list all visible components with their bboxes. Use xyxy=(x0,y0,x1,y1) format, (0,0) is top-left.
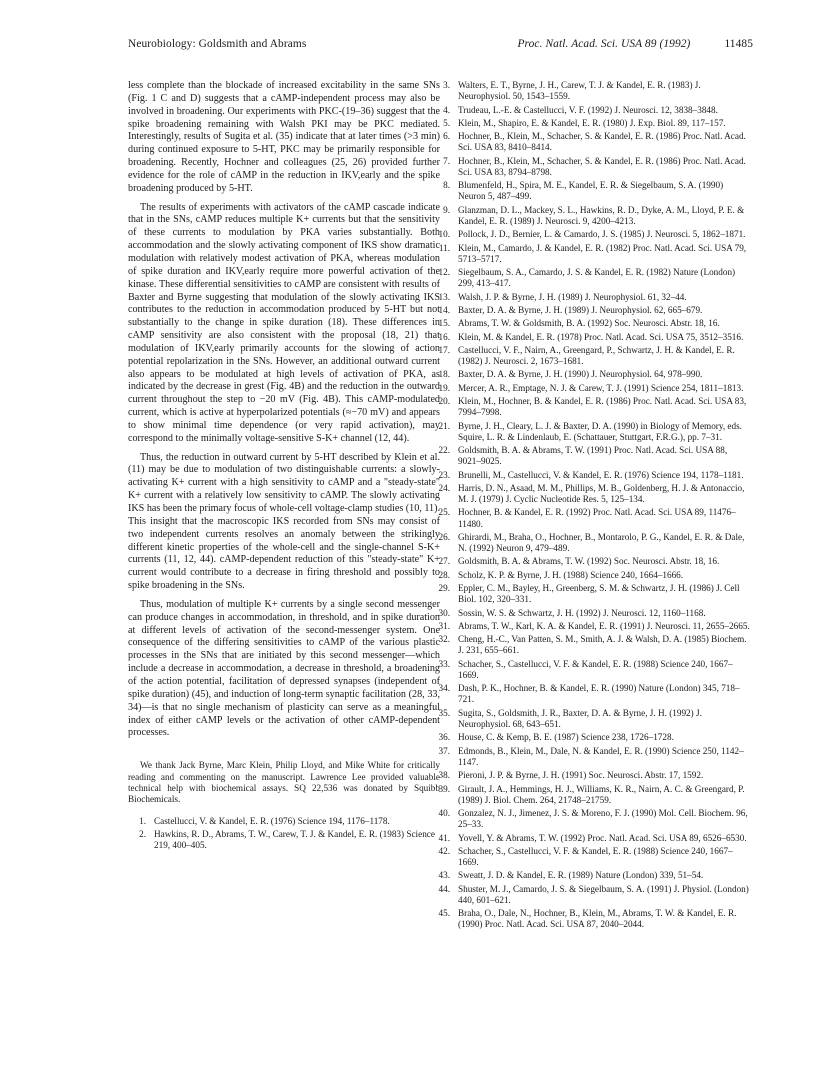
reference-text: Braha, O., Dale, N., Hochner, B., Klein, M., Abrams, T. W. & Kandel, E. R. (1990) Proc. Natl. Acad. Sci. USA 87, 2040–2044. xyxy=(458,908,737,930)
reference-number: 9. xyxy=(443,204,450,215)
reference-number: 36. xyxy=(438,732,450,743)
reference-number: 6. xyxy=(443,131,450,142)
reference-text: Schacher, S., Castellucci, V. F. & Kandel, E. R. (1988) Science 240, 1667–1669. xyxy=(458,845,733,867)
reference-item xyxy=(432,318,752,329)
reference-text: Hochner, B. & Kandel, E. R. (1992) Proc. Natl. Acad. Sci. USA 89, 11476–11480. xyxy=(458,507,736,529)
reference-text: Klein, M., Camardo, J. & Kandel, E. R. (1982) Proc. Natl. Acad. Sci. USA 79, 5713–5717. xyxy=(458,242,747,264)
reference-number: 10. xyxy=(438,229,450,240)
reference-item xyxy=(432,267,752,289)
reference-item xyxy=(432,708,752,730)
reference-item xyxy=(432,870,752,881)
reference-item xyxy=(432,659,752,681)
reference-item xyxy=(432,846,752,868)
reference-text: Klein, M. & Kandel, E. R. (1978) Proc. Natl. Acad. Sci. USA 75, 3512–3516. xyxy=(458,331,744,342)
reference-item xyxy=(432,180,752,202)
reference-text: Klein, M., Shapiro, E. & Kandel, E. R. (1980) J. Exp. Biol. 89, 117–157. xyxy=(458,117,726,128)
right-column xyxy=(432,80,752,933)
reference-text: Castellucci, V. F., Nairn, A., Greengard, P., Schwartz, J. H. & Kandel, E. R. (1982) J. Neurosci. 2, 1673–1681. xyxy=(458,344,735,367)
reference-number: 34. xyxy=(438,683,450,694)
reference-text: Siegelbaum, S. A., Camardo, J. S. & Kandel, E. R. (1982) Nature (London) 299, 413–417. xyxy=(458,267,736,289)
reference-text: Shuster, M. J., Camardo, J. S. & Siegelbaum, S. A. (1991) J. Physiol. (London) 440, 601–621. xyxy=(458,883,749,905)
reference-item xyxy=(432,608,752,619)
reference-item xyxy=(432,369,752,380)
reference-number: 32. xyxy=(438,634,450,645)
reference-item xyxy=(432,634,752,656)
reference-number: 17. xyxy=(438,344,450,355)
reference-number: 11. xyxy=(438,242,450,253)
reference-number: 41. xyxy=(438,832,450,843)
reference-item xyxy=(432,131,752,153)
reference-number: 16. xyxy=(438,331,450,342)
reference-text: Edmonds, B., Klein, M., Dale, N. & Kandel, E. R. (1990) Science 250, 1142–1147. xyxy=(458,745,744,767)
reference-text: Eppler, C. M., Bayley, H., Greenberg, S. M. & Schwartz, J. H. (1986) J. Cell Biol. 102, 320–331. xyxy=(458,583,740,605)
reference-text: Walters, E. T., Byrne, J. H., Carew, T. J. & Kandel, E. R. (1983) J. Neurophysiol. 50, 1543–1559. xyxy=(458,80,701,102)
reference-item xyxy=(432,556,752,567)
reference-text: Castellucci, V. & Kandel, E. R. (1976) Science 194, 1176–1178. xyxy=(154,815,390,826)
reference-text: Blumenfeld, H., Spira, M. E., Kandel, E. R. & Siegelbaum, S. A. (1990) Neuron 5, 487–499. xyxy=(458,180,724,202)
reference-item xyxy=(432,621,752,632)
reference-item xyxy=(432,332,752,343)
reference-text: Sossin, W. S. & Schwartz, J. H. (1992) J. Neurosci. 12, 1160–1168. xyxy=(458,607,706,618)
reference-number: 1. xyxy=(139,815,146,826)
reference-item xyxy=(128,829,440,851)
reference-number: 5. xyxy=(443,117,450,128)
reference-item xyxy=(432,683,752,705)
reference-number: 44. xyxy=(438,883,450,894)
reference-text: Goldsmith, B. A. & Abrams, T. W. (1992) Soc. Neurosci. Abstr. 18, 16. xyxy=(458,556,720,567)
reference-number: 38. xyxy=(438,770,450,781)
reference-number: 42. xyxy=(438,845,450,856)
reference-item xyxy=(432,445,752,467)
reference-item xyxy=(432,229,752,240)
reference-item xyxy=(432,732,752,743)
reference-item xyxy=(432,205,752,227)
reference-number: 43. xyxy=(438,870,450,881)
reference-text: Pieroni, J. P. & Byrne, J. H. (1991) Soc. Neurosci. Abstr. 17, 1592. xyxy=(458,770,704,781)
reference-number: 27. xyxy=(438,556,450,567)
reference-list-right xyxy=(432,80,752,931)
reference-number: 12. xyxy=(438,267,450,278)
reference-item xyxy=(432,908,752,930)
reference-number: 4. xyxy=(443,104,450,115)
reference-text: Sugita, S., Goldsmith, J. R., Baxter, D. A. & Byrne, J. H. (1992) J. Neurophysiol. 68, 643–651. xyxy=(458,707,702,729)
reference-number: 20. xyxy=(438,396,450,407)
reference-item xyxy=(432,345,752,367)
reference-text: Goldsmith, B. A. & Abrams, T. W. (1991) Proc. Natl. Acad. Sci. USA 88, 9021–9025. xyxy=(458,445,728,467)
reference-number: 14. xyxy=(438,304,450,315)
reference-text: Byrne, J. H., Cleary, L. J. & Baxter, D. A. (1990) in Biology of Memory, eds. Squire, L. R. & Lindenlaub, E. (Schattauer, Stuttgart, F.R.G.), pp. 7–31. xyxy=(458,420,742,442)
reference-text: Harris, D. N., Asaad, M. M., Phillips, M. B., Goldenberg, H. J. & Antonaccio, M. J. (1979) J. Cyclic Nucleotide Res. 5, 125–134. xyxy=(458,482,745,505)
reference-text: Glanzman, D. L., Mackey, S. L., Hawkins, R. D., Dyke, A. M., Lloyd, P. E. & Kandel, E. R. (1989) J. Neurosci. 9, 4200–4213. xyxy=(458,204,745,226)
reference-text: Abrams, T. W., Karl, K. A. & Kandel, E. R. (1991) J. Neurosci. 11, 2655–2665. xyxy=(458,620,750,631)
reference-item xyxy=(432,770,752,781)
reference-list-left xyxy=(128,816,440,852)
reference-item xyxy=(432,396,752,418)
reference-number: 19. xyxy=(438,382,450,393)
reference-text: Hochner, B., Klein, M., Schacher, S. & Kandel, E. R. (1986) Proc. Natl. Acad. Sci. USA 83, 8410–8414. xyxy=(458,131,746,153)
reference-item xyxy=(432,118,752,129)
reference-text: Scholz, K. P. & Byrne, J. H. (1988) Science 240, 1664–1666. xyxy=(458,569,684,580)
journal-citation-header xyxy=(517,38,753,50)
reference-number: 33. xyxy=(438,658,450,669)
body-paragraph-4: Thus, modulation of multiple K+ currents by a single second messenger can produce changes in accommodation, in threshold, and in spike duration at different levels of activation of the second-messenger system. One consequence of the differing sensitivities to cAMP of the various plastic processes in the SNs that are initiated by this second messenger—which include a decrease in accommodation, a decrease in threshold, a broadening of the action potential, facilitation of depressed synapses (independent of spike duration) (45), and induction of long-term synaptic facilitation (28, 33, 34)—is that no single mechanism of plasticity can serve as a meaningful index of either cAMP levels or the activation of other cAMP-dependent processes. xyxy=(128,598,440,739)
reference-text: Ghirardi, M., Braha, O., Hochner, B., Montarolo, P. G., Kandel, E. R. & Dale, N. (1992) Neuron 9, 479–489. xyxy=(458,531,745,554)
reference-number: 30. xyxy=(438,607,450,618)
reference-text: Baxter, D. A. & Byrne, J. H. (1990) J. Neurophysiol. 64, 978–990. xyxy=(458,369,703,380)
reference-number: 45. xyxy=(438,908,450,919)
reference-number: 39. xyxy=(438,783,450,794)
reference-item xyxy=(432,383,752,394)
reference-number: 2. xyxy=(139,829,146,840)
reference-item xyxy=(432,808,752,830)
reference-text: Baxter, D. A. & Byrne, J. H. (1989) J. Neurophysiol. 62, 665–679. xyxy=(458,304,703,315)
reference-number: 23. xyxy=(438,469,450,480)
reference-number: 15. xyxy=(438,318,450,329)
body-paragraph-3: Thus, the reduction in outward current by 5-HT described by Klein et al. (11) may be due to modulation of two distinguishable currents: a slowly-activating K+ current with a high sensitivity to cAMP and a "steady-state" K+ current with a relatively low sensitivity to cAMP. The slowly activating IKS has been the primary focus of whole-cell voltage-clamp studies (10, 11). This insight that the macroscopic IKS recorded from SNs may consist of two independent currents resolves an anomaly between the strikingly different kinetic properties of the whole-cell and the single-channel S-K+ currents (11, 12, 44). cAMP-dependent reduction of this "steady-state" K+ current would contribute to a decrease in firing threshold and possibly to spike broadening in the SNs. xyxy=(128,451,441,592)
reference-number: 37. xyxy=(438,745,450,756)
reference-number: 13. xyxy=(438,291,450,302)
reference-item xyxy=(432,470,752,481)
journal-name: Proc. Natl. Acad. Sci. USA 89 (1992) xyxy=(517,38,691,50)
reference-item xyxy=(432,292,752,303)
reference-number: 26. xyxy=(438,531,450,542)
reference-number: 7. xyxy=(443,155,450,166)
reference-number: 25. xyxy=(438,507,450,518)
reference-item xyxy=(432,483,752,505)
reference-item xyxy=(432,105,752,116)
reference-number: 22. xyxy=(438,445,450,456)
body-paragraph-1: less complete than the blockade of increased excitability in the same SNs (Fig. 1 C and D) suggests that a cAMP-independent process may also be involved in broadening. Our experiments with PKC-(19–36) suggest that the spike broadening remaining with Walsh PKI may be PKC mediated. Interestingly, results of Sugita et al. (35) indicate that at later times (>3 min) during continued exposure to 5-HT, PKC may be primarily responsible for broadening. Recently, Hochner and colleagues (25, 26) provided further evidence for the role of cAMP in the reduction in IKV,early and the spike broadening produced by 5-HT. xyxy=(128,80,440,194)
reference-number: 8. xyxy=(443,180,450,191)
reference-text: Sweatt, J. D. & Kandel, E. R. (1989) Nature (London) 339, 51–54. xyxy=(458,870,704,881)
reference-item xyxy=(432,833,752,844)
reference-item xyxy=(128,816,440,827)
reference-item xyxy=(432,532,752,554)
reference-text: Dash, P. K., Hochner, B. & Kandel, E. R. (1990) Nature (London) 345, 718–721. xyxy=(458,683,740,705)
reference-item xyxy=(432,784,752,806)
reference-text: Klein, M., Hochner, B. & Kandel, E. R. (1986) Proc. Natl. Acad. Sci. USA 83, 7994–7998. xyxy=(458,396,747,418)
reference-text: Hawkins, R. D., Abrams, T. W., Carew, T. J. & Kandel, E. R. (1983) Science 219, 400–405. xyxy=(154,829,435,851)
reference-item xyxy=(432,884,752,906)
reference-text: Abrams, T. W. & Goldsmith, B. A. (1992) Soc. Neurosci. Abstr. 18, 16. xyxy=(458,318,720,329)
reference-text: Yovell, Y. & Abrams, T. W. (1992) Proc. Natl. Acad. Sci. USA 89, 6526–6530. xyxy=(458,832,747,843)
reference-item xyxy=(432,156,752,178)
reference-item xyxy=(432,583,752,605)
reference-number: 3. xyxy=(443,80,450,90)
reference-text: Girault, J. A., Hemmings, H. J., Williams, K. R., Nairn, A. C. & Greengard, P. (1989) J. Biol. Chem. 264, 21748–21759. xyxy=(458,783,745,805)
reference-text: Hochner, B., Klein, M., Schacher, S. & Kandel, E. R. (1986) Proc. Natl. Acad. Sci. USA 83, 8794–8798. xyxy=(458,155,746,177)
running-head xyxy=(128,38,753,54)
reference-text: Cheng, H.-C., Van Patten, S. M., Smith, A. J. & Walsh, D. A. (1985) Biochem. J. 231, 655–661. xyxy=(458,634,747,656)
reference-text: Schacher, S., Castellucci, V. F. & Kandel, E. R. (1988) Science 240, 1667–1669. xyxy=(458,658,733,680)
reference-number: 31. xyxy=(438,620,450,631)
reference-number: 40. xyxy=(438,808,450,818)
reference-number: 21. xyxy=(438,420,450,431)
reference-text: Mercer, A. R., Emptage, N. J. & Carew, T. J. (1991) Science 254, 1811–1813. xyxy=(458,382,744,393)
acknowledgment: We thank Jack Byrne, Marc Klein, Philip Lloyd, and Mike White for critically reading and commenting on the manuscript. Lawrence Lee provided valuable technical help with biochemical assays. SQ 22,536 was donated by Squibb Biochemicals. xyxy=(128,760,440,805)
body-paragraph-2: The results of experiments with activators of the cAMP cascade indicate that in the SNs, cAMP reduces multiple K+ currents but that the sensitivity of these currents to modulation by PKA varies substantially. Both accommodation and the slowly activating component of IKS show dramatic modulation with relatively modest activation of PKA, whereas modulation of spike duration and IKV,early require more powerful activation of the kinase. These differential sensitivities to cAMP are consistent with results of Baxter and Byrne suggesting that modulation of the slowly activating IKS contributes to the reduction in accommodation produced by 5-HT but not substantially to the change in spike duration (18). These differences in cAMP sensitivity are also consistent with the proposal (18, 21) that modulation of IKV,early primarily accounts for the slowing of action potential repolarization in the SNs. However, an additional outward current also appears to be modulated at high levels of activation of PKA, as indicated by the decrease in grest (Fig. 4B) and the reduction in the outward current throughout the step to −20 mV (Fig. 4B). This cAMP-modulated current, which is active at hyperpolarized potentials (≈−70 mV) and appears to show minimal time dependence (or very rapid activation), may correspond to the minimally voltage-sensitive S-K+ channel (12, 44). xyxy=(128,201,440,444)
section-author-header: Neurobiology: Goldsmith and Abrams xyxy=(128,38,307,50)
reference-number: 35. xyxy=(438,707,450,718)
reference-text: House, C. & Kemp, B. E. (1987) Science 238, 1726–1728. xyxy=(458,732,674,743)
reference-item xyxy=(432,305,752,316)
reference-number: 18. xyxy=(438,369,450,380)
reference-text: Trudeau, L.-E. & Castellucci, V. F. (1992) J. Neurosci. 12, 3838–3848. xyxy=(458,104,718,115)
reference-item xyxy=(432,243,752,265)
page-number: 11485 xyxy=(724,38,753,50)
reference-number: 29. xyxy=(438,583,450,594)
reference-text: Brunelli, M., Castellucci, V. & Kandel, E. R. (1976) Science 194, 1178–1181. xyxy=(458,469,744,480)
left-column xyxy=(128,80,440,854)
reference-number: 28. xyxy=(438,569,450,580)
reference-text: Pollock, J. D., Bernier, L. & Camardo, J. S. (1985) J. Neurosci. 5, 1862–1871. xyxy=(458,229,746,240)
reference-item xyxy=(432,421,752,443)
reference-item xyxy=(432,746,752,768)
reference-item xyxy=(432,80,752,102)
reference-text: Walsh, J. P. & Byrne, J. H. (1989) J. Neurophysiol. 61, 32–44. xyxy=(458,291,687,302)
reference-item xyxy=(432,570,752,581)
reference-text: Gonzalez, N. J., Jimenez, J. S. & Moreno, F. J. (1990) Mol. Cell. Biochem. 96, 25–33. xyxy=(458,808,748,830)
reference-item xyxy=(432,507,752,529)
reference-number: 24. xyxy=(438,482,450,493)
